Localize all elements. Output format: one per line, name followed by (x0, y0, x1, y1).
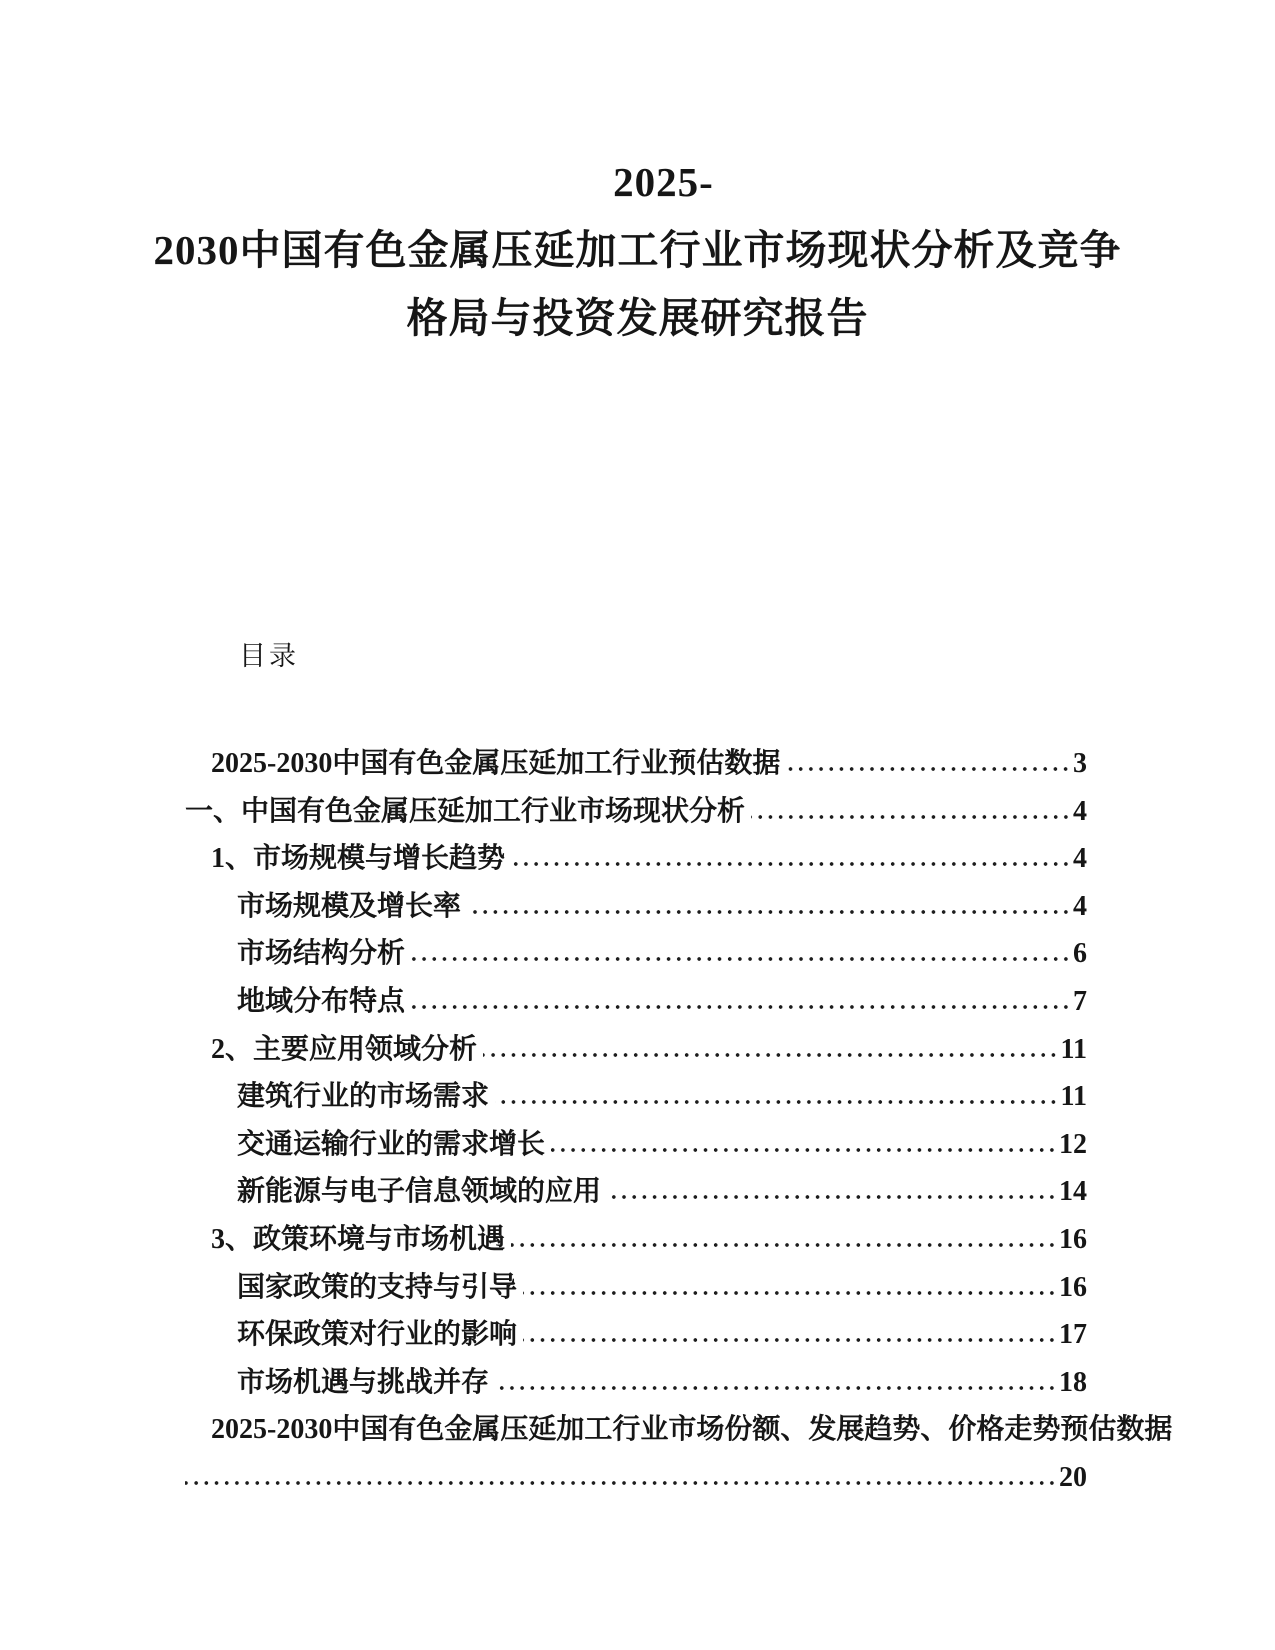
toc-list (185, 740, 1173, 1502)
toc-dot-leader (751, 814, 1071, 820)
toc-page-number: 18 (1059, 1366, 1087, 1398)
report-title (0, 148, 1275, 352)
toc-dot-leader (495, 1385, 1057, 1391)
toc-page-number: 4 (1073, 890, 1087, 922)
toc-entry-label: 市场规模及增长率 (237, 890, 462, 922)
toc-page-number: 6 (1073, 938, 1087, 970)
toc-dot-leader (511, 861, 1071, 867)
toc-dot-leader (607, 1194, 1057, 1200)
toc-dot-leader (551, 1147, 1057, 1153)
toc-dot-leader (786, 766, 1071, 772)
report-title-line-2: 2030中国有色金属压延加工行业市场现状分析及竞争 (153, 227, 1122, 273)
toc-entry-label: 国家政策的支持与引导 (237, 1271, 518, 1303)
toc-row-continuation (185, 1454, 1087, 1502)
toc-entry-label: 市场结构分析 (237, 938, 406, 970)
toc-entry-label: 1、市场规模与增长趋势 (211, 843, 506, 875)
toc-row (185, 1406, 1173, 1454)
toc-entry-label: 地域分布特点 (237, 985, 406, 1017)
toc-row (185, 1216, 1087, 1264)
toc-entry-label: 交通运输行业的需求增长 (237, 1128, 546, 1160)
toc-dot-leader (523, 1290, 1057, 1296)
toc-row (185, 883, 1087, 931)
toc-page-number: 3 (1073, 748, 1087, 779)
toc-row (185, 1168, 1087, 1216)
toc-dot-leader (185, 1480, 1057, 1486)
toc-dot-leader (467, 909, 1071, 915)
toc-row (185, 1121, 1087, 1169)
toc-entry-label: 3、政策环境与市场机遇 (211, 1223, 506, 1255)
toc-row (185, 1073, 1087, 1121)
toc-dot-leader (523, 1337, 1057, 1343)
toc-dot-leader (411, 956, 1071, 962)
toc-row (185, 1359, 1087, 1407)
toc-page-number: 17 (1059, 1319, 1087, 1351)
toc-entry-label: 市场机遇与挑战并存 (237, 1366, 490, 1398)
toc-entry-label: 2025-2030中国有色金属压延加工行业预估数据 (211, 748, 781, 779)
toc-entry-label: 2、主要应用领域分析 (211, 1033, 478, 1065)
toc-row (185, 978, 1087, 1026)
toc-heading: 目录 (239, 641, 299, 671)
toc-entry-label: 2025-2030中国有色金属压延加工行业市场份额、发展趋势、价格走势预估数据 (211, 1414, 1173, 1446)
toc-row (185, 930, 1087, 978)
toc-page-number: 14 (1059, 1176, 1087, 1208)
toc-row (185, 835, 1087, 883)
toc-entry-label: 建筑行业的市场需求 (237, 1081, 490, 1113)
toc-page-number: 11 (1060, 1081, 1087, 1113)
toc-row (185, 788, 1087, 836)
toc-page-number: 11 (1060, 1033, 1087, 1065)
toc-dot-leader (483, 1052, 1059, 1058)
report-title-line-1: 2025- (613, 159, 714, 205)
toc-row (185, 740, 1087, 788)
toc-entry-label: 一、中国有色金属压延加工行业市场现状分析 (185, 795, 746, 827)
toc-page-number: 4 (1073, 843, 1087, 875)
toc-page-number: 12 (1059, 1128, 1087, 1160)
toc-page-number: 20 (1059, 1461, 1087, 1493)
toc-page-number: 16 (1059, 1223, 1087, 1255)
toc-dot-leader (495, 1099, 1059, 1105)
toc-dot-leader (511, 1242, 1057, 1248)
toc-page-number: 16 (1059, 1271, 1087, 1303)
toc-page-number: 4 (1073, 795, 1087, 827)
toc-row (185, 1264, 1087, 1312)
toc-dot-leader (411, 1004, 1071, 1010)
toc-entry-label: 环保政策对行业的影响 (237, 1319, 518, 1351)
report-title-line-3: 格局与投资发展研究报告 (406, 295, 869, 341)
toc-row (185, 1311, 1087, 1359)
toc-page-number: 7 (1073, 985, 1087, 1017)
toc-entry-label: 新能源与电子信息领域的应用 (237, 1176, 602, 1208)
toc-row (185, 1026, 1087, 1074)
